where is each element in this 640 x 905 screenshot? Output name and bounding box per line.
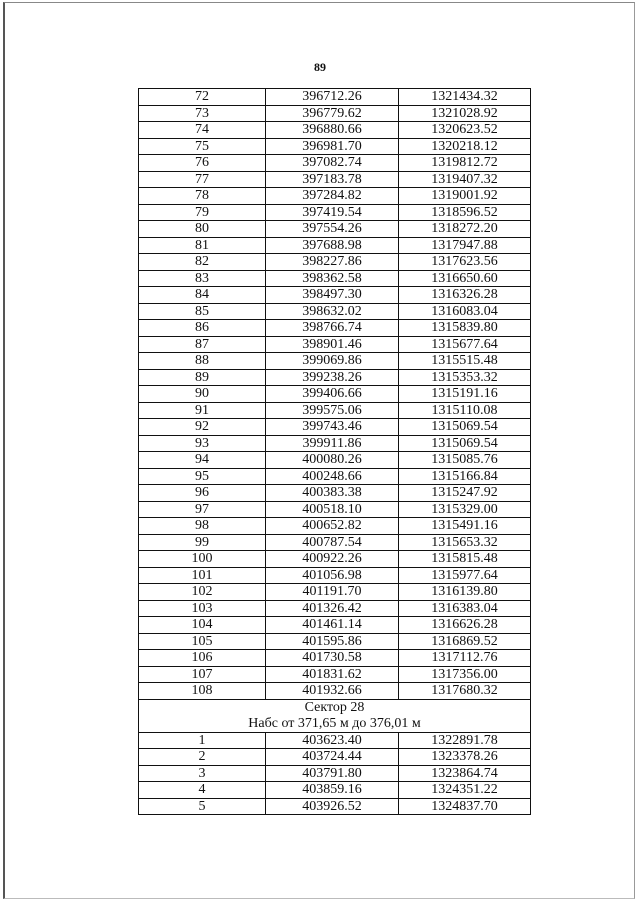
- table-row: [139, 485, 531, 502]
- y-coordinate-cell: 1315653.32: [399, 534, 531, 551]
- point-number-cell: 87: [139, 336, 266, 353]
- x-coordinate-cell: 397554.26: [266, 221, 399, 238]
- point-number-cell: 79: [139, 204, 266, 221]
- y-coordinate-cell: 1324837.70: [399, 798, 531, 815]
- y-coordinate-cell: 1316650.60: [399, 270, 531, 287]
- point-number-cell: 104: [139, 617, 266, 634]
- point-number-cell: 78: [139, 188, 266, 205]
- y-coordinate-cell: 1318596.52: [399, 204, 531, 221]
- sector-header-group: [139, 699, 531, 732]
- point-number-cell: 76: [139, 155, 266, 172]
- table-row: [139, 501, 531, 518]
- x-coordinate-cell: 400922.26: [266, 551, 399, 568]
- table-row: [139, 749, 531, 766]
- point-number-cell: 85: [139, 303, 266, 320]
- table-row: [139, 551, 531, 568]
- point-number-cell: 103: [139, 600, 266, 617]
- x-coordinate-cell: 403724.44: [266, 749, 399, 766]
- table-row: [139, 419, 531, 436]
- point-number-cell: 86: [139, 320, 266, 337]
- y-coordinate-cell: 1316626.28: [399, 617, 531, 634]
- table-row: [139, 666, 531, 683]
- y-coordinate-cell: 1315839.80: [399, 320, 531, 337]
- table-row: [139, 188, 531, 205]
- table-row: [139, 270, 531, 287]
- y-coordinate-cell: 1316869.52: [399, 633, 531, 650]
- y-coordinate-cell: 1315085.76: [399, 452, 531, 469]
- table-row: [139, 89, 531, 106]
- table-row: [139, 204, 531, 221]
- point-number-cell: 77: [139, 171, 266, 188]
- point-number-cell: 72: [139, 89, 266, 106]
- x-coordinate-cell: 399069.86: [266, 353, 399, 370]
- x-coordinate-cell: 401191.70: [266, 584, 399, 601]
- point-number-cell: 102: [139, 584, 266, 601]
- point-number-cell: 96: [139, 485, 266, 502]
- sector-header-row: [139, 699, 531, 732]
- x-coordinate-cell: 398901.46: [266, 336, 399, 353]
- point-number-cell: 75: [139, 138, 266, 155]
- point-number-cell: 4: [139, 782, 266, 799]
- point-number-cell: 3: [139, 765, 266, 782]
- sector-title: Сектор 28: [304, 699, 365, 715]
- y-coordinate-cell: 1315166.84: [399, 468, 531, 485]
- y-coordinate-cell: 1315191.16: [399, 386, 531, 403]
- y-coordinate-cell: 1317112.76: [399, 650, 531, 667]
- x-coordinate-cell: 398362.58: [266, 270, 399, 287]
- y-coordinate-cell: 1323864.74: [399, 765, 531, 782]
- coordinates-rows-after: [139, 732, 531, 815]
- point-number-cell: 89: [139, 369, 266, 386]
- table-row: [139, 468, 531, 485]
- point-number-cell: 108: [139, 683, 266, 700]
- y-coordinate-cell: 1320218.12: [399, 138, 531, 155]
- y-coordinate-cell: 1317947.88: [399, 237, 531, 254]
- y-coordinate-cell: 1317623.56: [399, 254, 531, 271]
- y-coordinate-cell: 1316139.80: [399, 584, 531, 601]
- y-coordinate-cell: 1321434.32: [399, 89, 531, 106]
- table-row: [139, 171, 531, 188]
- y-coordinate-cell: 1324351.22: [399, 782, 531, 799]
- x-coordinate-cell: 401056.98: [266, 567, 399, 584]
- table-row: [139, 765, 531, 782]
- y-coordinate-cell: 1323378.26: [399, 749, 531, 766]
- table-row: [139, 452, 531, 469]
- table-row: [139, 650, 531, 667]
- sector-subtitle: Набс от 371,65 м до 376,01 м: [248, 715, 421, 731]
- page-number: 89: [314, 60, 326, 74]
- table-row: [139, 303, 531, 320]
- point-number-cell: 95: [139, 468, 266, 485]
- point-number-cell: 2: [139, 749, 266, 766]
- table-row: [139, 402, 531, 419]
- point-number-cell: 82: [139, 254, 266, 271]
- point-number-cell: 100: [139, 551, 266, 568]
- x-coordinate-cell: 399743.46: [266, 419, 399, 436]
- x-coordinate-cell: 403791.80: [266, 765, 399, 782]
- x-coordinate-cell: 398632.02: [266, 303, 399, 320]
- y-coordinate-cell: 1315977.64: [399, 567, 531, 584]
- x-coordinate-cell: 401932.66: [266, 683, 399, 700]
- table-row: [139, 600, 531, 617]
- point-number-cell: 5: [139, 798, 266, 815]
- x-coordinate-cell: 396779.62: [266, 105, 399, 122]
- x-coordinate-cell: 400080.26: [266, 452, 399, 469]
- x-coordinate-cell: 397183.78: [266, 171, 399, 188]
- table-row: [139, 534, 531, 551]
- point-number-cell: 94: [139, 452, 266, 469]
- point-number-cell: 92: [139, 419, 266, 436]
- y-coordinate-cell: 1315515.48: [399, 353, 531, 370]
- table-row: [139, 633, 531, 650]
- x-coordinate-cell: 401831.62: [266, 666, 399, 683]
- y-coordinate-cell: 1319407.32: [399, 171, 531, 188]
- table-row: [139, 584, 531, 601]
- y-coordinate-cell: 1315815.48: [399, 551, 531, 568]
- x-coordinate-cell: 397688.98: [266, 237, 399, 254]
- point-number-cell: 90: [139, 386, 266, 403]
- table-row: [139, 732, 531, 749]
- x-coordinate-cell: 400518.10: [266, 501, 399, 518]
- x-coordinate-cell: 399238.26: [266, 369, 399, 386]
- coordinates-table: [138, 88, 531, 815]
- point-number-cell: 88: [139, 353, 266, 370]
- table-row: [139, 138, 531, 155]
- point-number-cell: 81: [139, 237, 266, 254]
- point-number-cell: 93: [139, 435, 266, 452]
- x-coordinate-cell: 396712.26: [266, 89, 399, 106]
- y-coordinate-cell: 1317356.00: [399, 666, 531, 683]
- point-number-cell: 74: [139, 122, 266, 139]
- y-coordinate-cell: 1316083.04: [399, 303, 531, 320]
- y-coordinate-cell: 1320623.52: [399, 122, 531, 139]
- point-number-cell: 91: [139, 402, 266, 419]
- y-coordinate-cell: 1315247.92: [399, 485, 531, 502]
- point-number-cell: 80: [139, 221, 266, 238]
- x-coordinate-cell: 396981.70: [266, 138, 399, 155]
- point-number-cell: 105: [139, 633, 266, 650]
- y-coordinate-cell: 1317680.32: [399, 683, 531, 700]
- x-coordinate-cell: 401326.42: [266, 600, 399, 617]
- table-row: [139, 122, 531, 139]
- x-coordinate-cell: 403623.40: [266, 732, 399, 749]
- y-coordinate-cell: 1315069.54: [399, 435, 531, 452]
- y-coordinate-cell: 1315069.54: [399, 419, 531, 436]
- x-coordinate-cell: 400248.66: [266, 468, 399, 485]
- point-number-cell: 101: [139, 567, 266, 584]
- y-coordinate-cell: 1319812.72: [399, 155, 531, 172]
- table-row: [139, 782, 531, 799]
- table-row: [139, 386, 531, 403]
- table-row: [139, 567, 531, 584]
- y-coordinate-cell: 1315110.08: [399, 402, 531, 419]
- point-number-cell: 73: [139, 105, 266, 122]
- table-row: [139, 320, 531, 337]
- y-coordinate-cell: 1316383.04: [399, 600, 531, 617]
- x-coordinate-cell: 398227.86: [266, 254, 399, 271]
- point-number-cell: 107: [139, 666, 266, 683]
- x-coordinate-cell: 401461.14: [266, 617, 399, 634]
- y-coordinate-cell: 1318272.20: [399, 221, 531, 238]
- table-row: [139, 353, 531, 370]
- x-coordinate-cell: 398766.74: [266, 320, 399, 337]
- x-coordinate-cell: 400787.54: [266, 534, 399, 551]
- x-coordinate-cell: 398497.30: [266, 287, 399, 304]
- x-coordinate-cell: 397284.82: [266, 188, 399, 205]
- x-coordinate-cell: 401730.58: [266, 650, 399, 667]
- y-coordinate-cell: 1322891.78: [399, 732, 531, 749]
- y-coordinate-cell: 1315353.32: [399, 369, 531, 386]
- x-coordinate-cell: 399911.86: [266, 435, 399, 452]
- x-coordinate-cell: 397419.54: [266, 204, 399, 221]
- x-coordinate-cell: 400652.82: [266, 518, 399, 535]
- table-row: [139, 435, 531, 452]
- y-coordinate-cell: 1316326.28: [399, 287, 531, 304]
- table-row: [139, 369, 531, 386]
- coordinates-rows-before: [139, 89, 531, 700]
- point-number-cell: 106: [139, 650, 266, 667]
- table-row: [139, 617, 531, 634]
- x-coordinate-cell: 396880.66: [266, 122, 399, 139]
- table-row: [139, 336, 531, 353]
- sector-header-cell: [139, 699, 531, 732]
- x-coordinate-cell: 399575.06: [266, 402, 399, 419]
- point-number-cell: 84: [139, 287, 266, 304]
- y-coordinate-cell: 1315329.00: [399, 501, 531, 518]
- x-coordinate-cell: 403859.16: [266, 782, 399, 799]
- table-row: [139, 254, 531, 271]
- y-coordinate-cell: 1315677.64: [399, 336, 531, 353]
- point-number-cell: 1: [139, 732, 266, 749]
- table-row: [139, 155, 531, 172]
- x-coordinate-cell: 399406.66: [266, 386, 399, 403]
- table-row: [139, 287, 531, 304]
- x-coordinate-cell: 403926.52: [266, 798, 399, 815]
- table-row: [139, 798, 531, 815]
- point-number-cell: 83: [139, 270, 266, 287]
- table-row: [139, 683, 531, 700]
- table-row: [139, 105, 531, 122]
- x-coordinate-cell: 400383.38: [266, 485, 399, 502]
- y-coordinate-cell: 1315491.16: [399, 518, 531, 535]
- table-row: [139, 237, 531, 254]
- y-coordinate-cell: 1319001.92: [399, 188, 531, 205]
- point-number-cell: 99: [139, 534, 266, 551]
- table-row: [139, 518, 531, 535]
- x-coordinate-cell: 397082.74: [266, 155, 399, 172]
- point-number-cell: 98: [139, 518, 266, 535]
- x-coordinate-cell: 401595.86: [266, 633, 399, 650]
- point-number-cell: 97: [139, 501, 266, 518]
- y-coordinate-cell: 1321028.92: [399, 105, 531, 122]
- table-row: [139, 221, 531, 238]
